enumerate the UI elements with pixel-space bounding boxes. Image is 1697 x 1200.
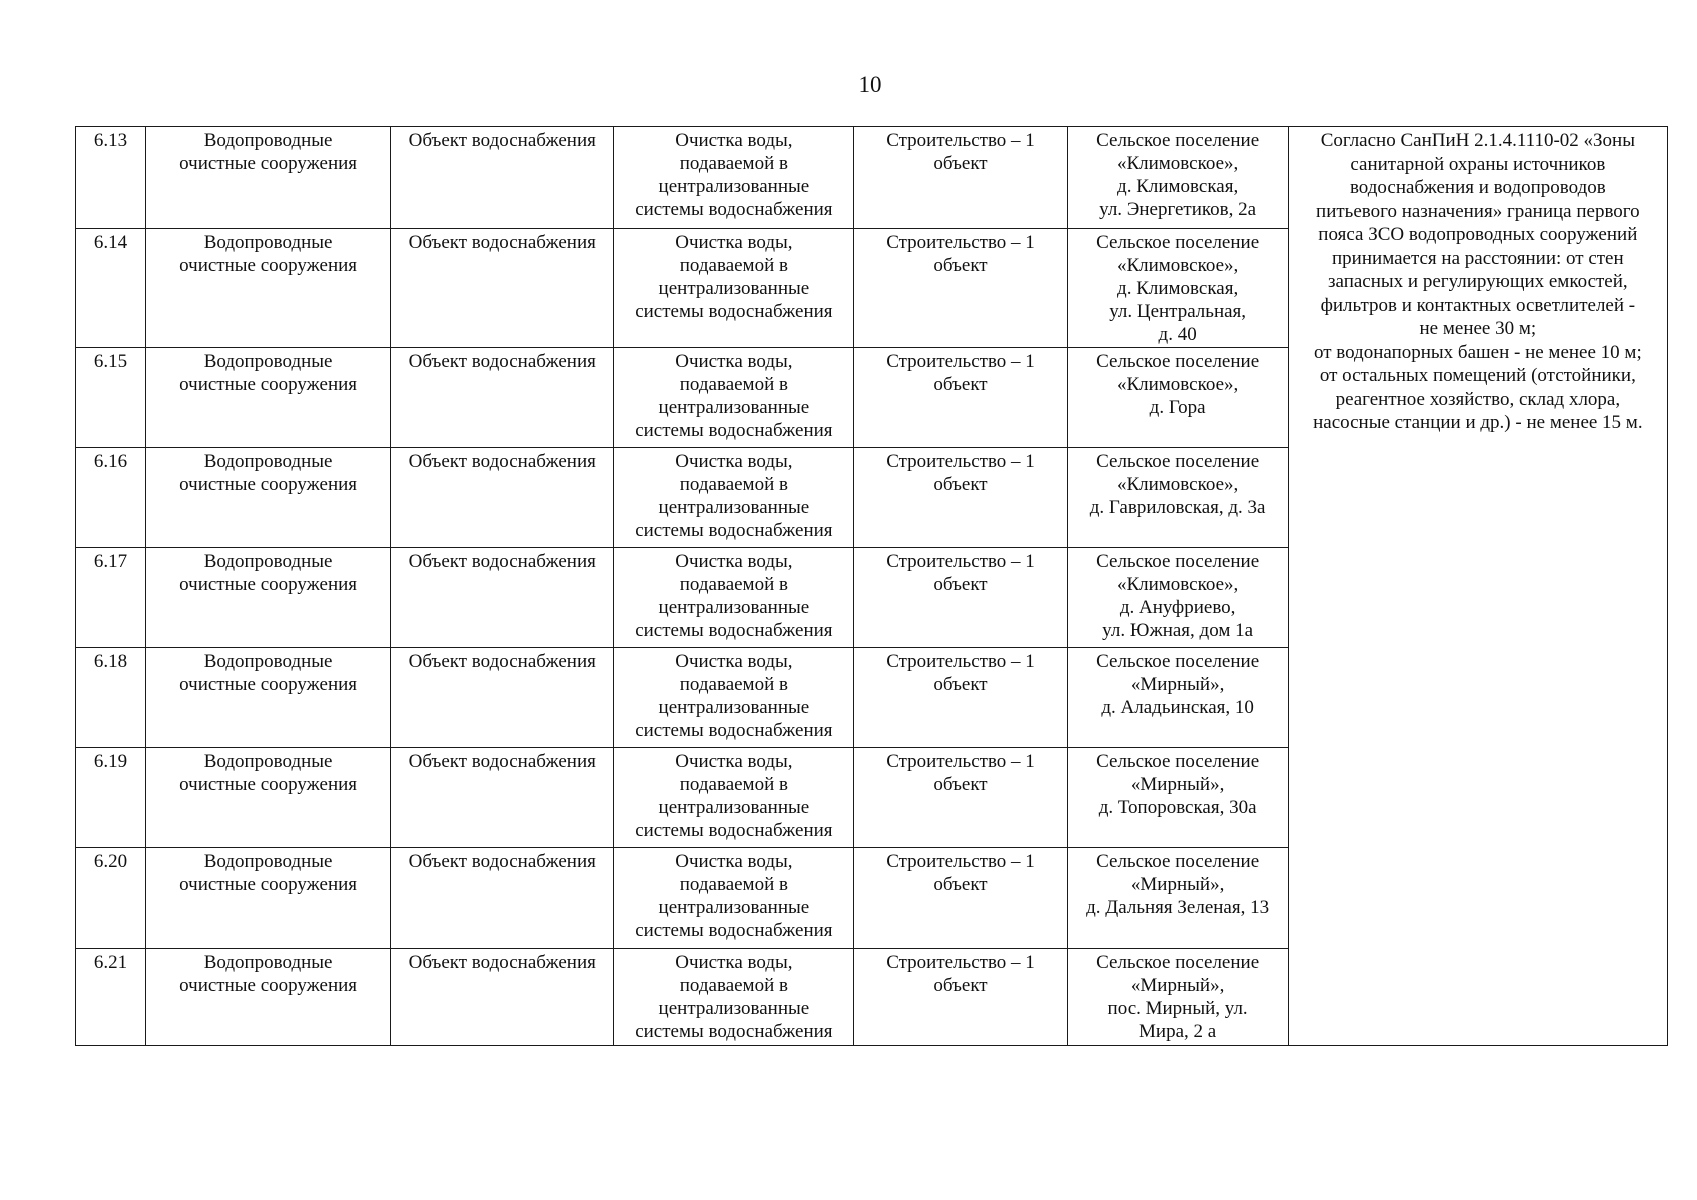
object-purpose: Очистка воды, подаваемой в централизованные системы водоснабжения: [614, 748, 854, 848]
object-purpose: Очистка воды, подаваемой в централизованные системы водоснабжения: [614, 548, 854, 648]
row-number: 6.13: [76, 127, 146, 229]
object-type: Объект водоснабжения: [391, 949, 614, 1046]
object-purpose: Очистка воды, подаваемой в централизованные системы водоснабжения: [614, 848, 854, 949]
object-location: Сельское поселение «Климовское», д. Ануфриево, ул. Южная, дом 1а: [1067, 548, 1288, 648]
page-number: 10: [858, 72, 882, 97]
object-action: Строительство – 1 объект: [854, 448, 1067, 548]
object-name: Водопроводные очистные сооружения: [146, 548, 391, 648]
object-location: Сельское поселение «Климовское», д. Гавриловская, д. 3а: [1067, 448, 1288, 548]
object-type: Объект водоснабжения: [391, 448, 614, 548]
object-purpose: Очистка воды, подаваемой в централизованные системы водоснабжения: [614, 448, 854, 548]
object-location: Сельское поселение «Мирный», д. Топоровская, 30а: [1067, 748, 1288, 848]
sanitary-zone-note: Согласно СанПиН 2.1.4.1110-02 «Зоны санитарной охраны источников водоснабжения и водопроводов питьевого назначения» граница первого пояса ЗСО водопроводных сооружений принимается на расстоянии: от стен запасных и регулирующих емкостей, фильтров и контактных осветлителей - не менее 30 м; от водонапорных башен - не менее 10 м; от остальных помещений (отстойники, реагентное хозяйство, склад хлора, насосные станции и др.) - не менее 15 м.: [1288, 127, 1667, 1046]
object-name: Водопроводные очистные сооружения: [146, 949, 391, 1046]
object-name: Водопроводные очистные сооружения: [146, 648, 391, 748]
row-number: 6.15: [76, 348, 146, 448]
row-number: 6.20: [76, 848, 146, 949]
object-action: Строительство – 1 объект: [854, 648, 1067, 748]
object-action: Строительство – 1 объект: [854, 748, 1067, 848]
row-number: 6.14: [76, 229, 146, 348]
object-action: Строительство – 1 объект: [854, 348, 1067, 448]
object-type: Объект водоснабжения: [391, 348, 614, 448]
object-name: Водопроводные очистные сооружения: [146, 127, 391, 229]
object-type: Объект водоснабжения: [391, 648, 614, 748]
object-type: Объект водоснабжения: [391, 748, 614, 848]
object-type: Объект водоснабжения: [391, 548, 614, 648]
object-name: Водопроводные очистные сооружения: [146, 748, 391, 848]
object-name: Водопроводные очистные сооружения: [146, 229, 391, 348]
object-type: Объект водоснабжения: [391, 848, 614, 949]
row-number: 6.17: [76, 548, 146, 648]
objects-table: [75, 126, 1668, 1046]
object-action: Строительство – 1 объект: [854, 229, 1067, 348]
object-location: Сельское поселение «Климовское», д. Гора: [1067, 348, 1288, 448]
object-location: Сельское поселение «Мирный», пос. Мирный, ул. Мира, 2 а: [1067, 949, 1288, 1046]
object-action: Строительство – 1 объект: [854, 548, 1067, 648]
object-location: Сельское поселение «Климовское», д. Климовская, ул. Центральная, д. 40: [1067, 229, 1288, 348]
object-purpose: Очистка воды, подаваемой в централизованные системы водоснабжения: [614, 348, 854, 448]
object-action: Строительство – 1 объект: [854, 127, 1067, 229]
object-location: Сельское поселение «Климовское», д. Климовская, ул. Энергетиков, 2а: [1067, 127, 1288, 229]
object-purpose: Очистка воды, подаваемой в централизованные системы водоснабжения: [614, 127, 854, 229]
object-type: Объект водоснабжения: [391, 229, 614, 348]
row-number: 6.19: [76, 748, 146, 848]
object-name: Водопроводные очистные сооружения: [146, 348, 391, 448]
table-row: [76, 127, 1668, 229]
object-purpose: Очистка воды, подаваемой в централизованные системы водоснабжения: [614, 229, 854, 348]
object-purpose: Очистка воды, подаваемой в централизованные системы водоснабжения: [614, 648, 854, 748]
object-type: Объект водоснабжения: [391, 127, 614, 229]
row-number: 6.16: [76, 448, 146, 548]
object-purpose: Очистка воды, подаваемой в централизованные системы водоснабжения: [614, 949, 854, 1046]
row-number: 6.21: [76, 949, 146, 1046]
object-action: Строительство – 1 объект: [854, 949, 1067, 1046]
object-action: Строительство – 1 объект: [854, 848, 1067, 949]
object-location: Сельское поселение «Мирный», д. Аладьинская, 10: [1067, 648, 1288, 748]
object-name: Водопроводные очистные сооружения: [146, 848, 391, 949]
object-name: Водопроводные очистные сооружения: [146, 448, 391, 548]
object-location: Сельское поселение «Мирный», д. Дальняя Зеленая, 13: [1067, 848, 1288, 949]
row-number: 6.18: [76, 648, 146, 748]
